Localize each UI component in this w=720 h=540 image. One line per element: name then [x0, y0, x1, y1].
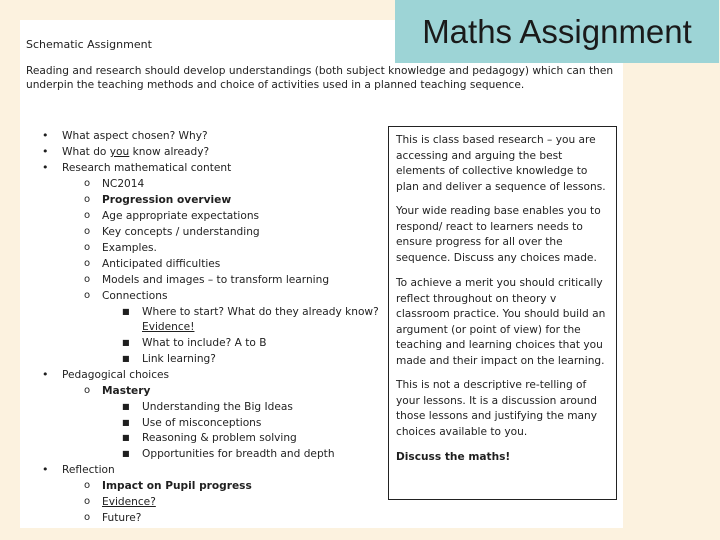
sub-item: Evidence? [102, 496, 156, 508]
circle-bullet-icon: o [84, 496, 91, 507]
list-item: What do you know already? [62, 146, 210, 158]
slide-title: Maths Assignment [395, 0, 719, 63]
bullet-icon: • [42, 129, 49, 142]
bullet-icon: • [42, 368, 49, 381]
circle-bullet-icon: o [84, 194, 91, 205]
circle-bullet-icon: o [84, 258, 91, 269]
sub-sub-item: Understanding the Big Ideas [142, 401, 293, 413]
circle-bullet-icon: o [84, 385, 91, 396]
square-bullet-icon: ■ [122, 307, 130, 316]
bullet-icon: • [42, 161, 49, 174]
circle-bullet-icon: o [84, 512, 91, 523]
square-bullet-icon: ■ [122, 418, 130, 427]
document-page [20, 20, 623, 528]
guidance-paragraph-5: Discuss the maths! [396, 451, 511, 463]
square-bullet-icon: ■ [122, 354, 130, 363]
circle-bullet-icon: o [84, 242, 91, 253]
circle-bullet-icon: o [84, 274, 91, 285]
guidance-paragraph-2: Your wide reading base enables you to respond/ react to learners needs to ensure progress for all over the sequence. Discuss any choices made. [396, 205, 601, 264]
list-item: Reflection [62, 464, 115, 476]
bullet-icon: • [42, 145, 49, 158]
sub-item: Connections [102, 290, 168, 302]
sub-item: Future? [102, 512, 142, 524]
sub-item: Impact on Pupil progress [102, 480, 252, 492]
intro-line-2: underpin the teaching methods and choice of activities used in a planned teaching sequence. [26, 79, 525, 91]
intro-line-1: Reading and research should develop understandings (both subject knowledge and pedagogy) which can then [26, 65, 614, 77]
guidance-paragraph-1: This is class based research – you are accessing and arguing the best elements of collective knowledge to plan and deliver a sequence of lessons. [396, 134, 606, 193]
square-bullet-icon: ■ [122, 433, 130, 442]
sub-sub-item: Reasoning & problem solving [142, 432, 297, 444]
circle-bullet-icon: o [84, 480, 91, 491]
square-bullet-icon: ■ [122, 338, 130, 347]
sub-item: NC2014 [102, 178, 145, 190]
list-item: Pedagogical choices [62, 369, 170, 381]
sub-sub-item: Use of misconceptions [142, 417, 262, 429]
guidance-paragraph-3: To achieve a merit you should critically reflect throughout on theory v classroom practice. You should build an argument (or point of view) for the teaching and learning choices that you made and their impact on the learning. [396, 277, 606, 367]
square-bullet-icon: ■ [122, 449, 130, 458]
circle-bullet-icon: o [84, 226, 91, 237]
sub-sub-item: Where to start? What do they already know? [142, 306, 379, 318]
sub-item: Anticipated difficulties [102, 258, 221, 270]
list-item: Research mathematical content [62, 162, 232, 174]
square-bullet-icon: ■ [122, 402, 130, 411]
guidance-paragraph-4: This is not a descriptive re-telling of your lessons. It is a discussion around those lessons and justifying the many choices available to you. [396, 379, 598, 438]
guidance-box [388, 126, 617, 500]
sub-item: Age appropriate expectations [102, 210, 260, 222]
sub-sub-item: What to include? A to B [142, 337, 267, 349]
list-item: What aspect chosen? Why? [62, 130, 208, 142]
doc-heading: Schematic Assignment [26, 38, 152, 51]
sub-sub-item: Opportunities for breadth and depth [142, 448, 335, 460]
circle-bullet-icon: o [84, 290, 91, 301]
sub-item: Mastery [102, 385, 151, 397]
circle-bullet-icon: o [84, 210, 91, 221]
sub-item: Models and images – to transform learning [102, 274, 330, 286]
sub-item: Key concepts / understanding [102, 226, 260, 238]
sub-sub-item: Link learning? [142, 353, 216, 365]
circle-bullet-icon: o [84, 178, 91, 189]
sub-sub-item-continuation: Evidence! [142, 321, 195, 333]
bullet-icon: • [42, 463, 49, 476]
sub-item: Progression overview [102, 194, 232, 206]
sub-item: Examples. [102, 242, 157, 254]
